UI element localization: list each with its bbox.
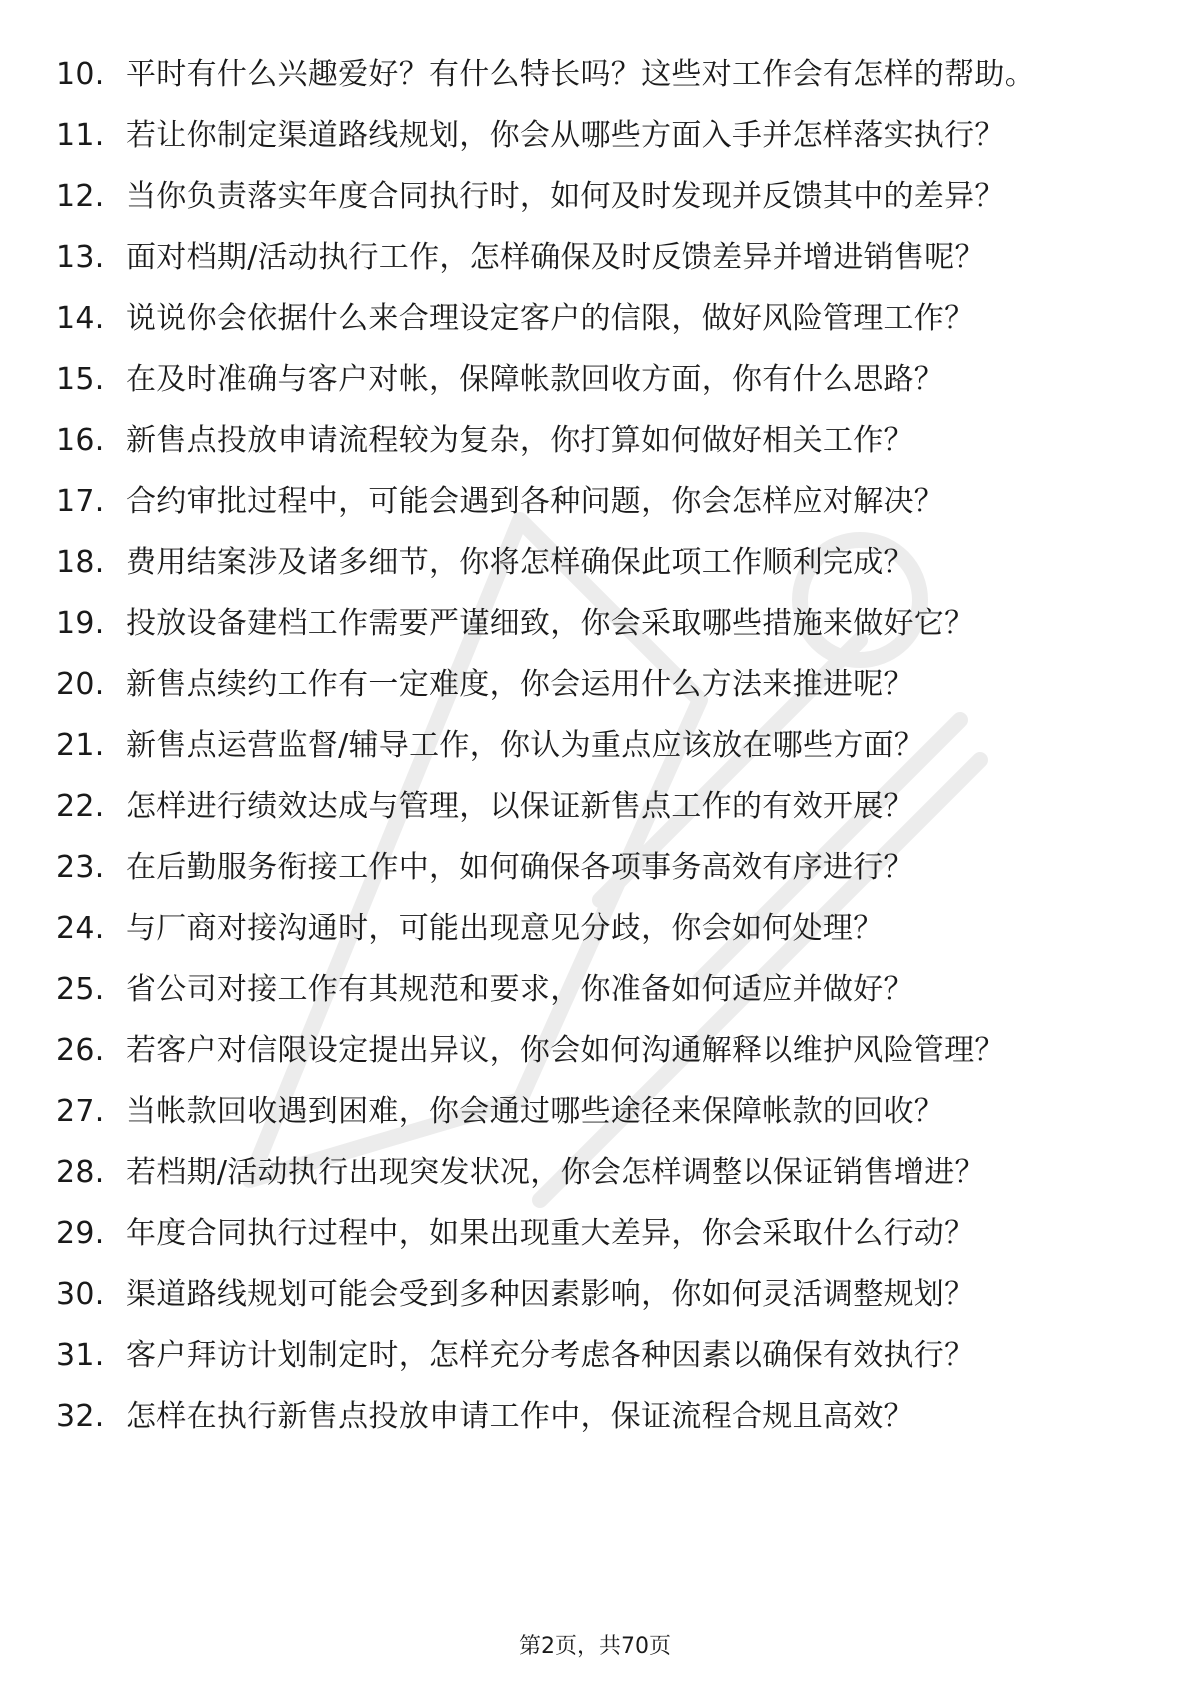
question-number: 28. xyxy=(56,1155,105,1190)
question-text: 若客户对信限设定提出异议，你会如何沟通解释以维护风险管理？ xyxy=(126,1033,1005,1068)
question-text: 省公司对接工作有其规范和要求，你准备如何适应并做好？ xyxy=(126,972,914,1007)
question-text: 当你负责落实年度合同执行时，如何及时发现并反馈其中的差异？ xyxy=(126,179,1005,214)
question-item xyxy=(56,479,1146,524)
question-text: 在后勤服务衔接工作中，如何确保各项事务高效有序进行？ xyxy=(126,850,914,885)
question-number: 16. xyxy=(56,423,105,458)
question-text: 渠道路线规划可能会受到多种因素影响，你如何灵活调整规划？ xyxy=(126,1277,975,1312)
question-number: 32. xyxy=(56,1399,105,1434)
question-item xyxy=(56,1211,1146,1256)
question-item xyxy=(56,1028,1146,1073)
question-text: 当帐款回收遇到困难，你会通过哪些途径来保障帐款的回收？ xyxy=(126,1094,945,1129)
question-number: 29. xyxy=(56,1216,105,1251)
question-number: 26. xyxy=(56,1033,105,1068)
question-item xyxy=(56,845,1146,890)
question-text: 客户拜访计划制定时，怎样充分考虑各种因素以确保有效执行？ xyxy=(126,1338,975,1373)
question-text: 怎样进行绩效达成与管理，以保证新售点工作的有效开展？ xyxy=(126,789,914,824)
question-item xyxy=(56,52,1146,97)
question-text: 合约审批过程中，可能会遇到各种问题，你会怎样应对解决？ xyxy=(126,484,945,519)
question-text: 新售点运营监督/辅导工作，你认为重点应该放在哪些方面？ xyxy=(126,728,925,763)
question-item xyxy=(56,296,1146,341)
question-item xyxy=(56,357,1146,402)
question-item xyxy=(56,601,1146,646)
question-list xyxy=(56,52,1146,1455)
question-number: 30. xyxy=(56,1277,105,1312)
question-number: 13. xyxy=(56,240,105,275)
question-number: 14. xyxy=(56,301,105,336)
question-item xyxy=(56,723,1146,768)
page-footer: 第2页，共70页 xyxy=(519,1634,671,1659)
question-text: 新售点续约工作有一定难度，你会运用什么方法来推进呢？ xyxy=(126,667,914,702)
question-item xyxy=(56,174,1146,219)
question-text: 在及时准确与客户对帐，保障帐款回收方面，你有什么思路？ xyxy=(126,362,945,397)
question-number: 31. xyxy=(56,1338,105,1373)
question-number: 20. xyxy=(56,667,105,702)
question-item xyxy=(56,418,1146,463)
question-item xyxy=(56,906,1146,951)
question-number: 21. xyxy=(56,728,105,763)
question-text: 费用结案涉及诸多细节，你将怎样确保此项工作顺利完成？ xyxy=(126,545,914,580)
question-text: 怎样在执行新售点投放申请工作中，保证流程合规且高效？ xyxy=(126,1399,914,1434)
question-text: 说说你会依据什么来合理设定客户的信限，做好风险管理工作？ xyxy=(126,301,975,336)
question-item xyxy=(56,235,1146,280)
question-number: 22. xyxy=(56,789,105,824)
question-number: 25. xyxy=(56,972,105,1007)
question-text: 若让你制定渠道路线规划，你会从哪些方面入手并怎样落实执行？ xyxy=(126,118,1005,153)
question-number: 18. xyxy=(56,545,105,580)
question-number: 12. xyxy=(56,179,105,214)
question-text: 投放设备建档工作需要严谨细致，你会采取哪些措施来做好它？ xyxy=(126,606,975,641)
question-number: 11. xyxy=(56,118,105,153)
question-number: 19. xyxy=(56,606,105,641)
question-item xyxy=(56,784,1146,829)
question-number: 15. xyxy=(56,362,105,397)
question-text: 新售点投放申请流程较为复杂，你打算如何做好相关工作？ xyxy=(126,423,914,458)
question-number: 23. xyxy=(56,850,105,885)
question-item xyxy=(56,113,1146,158)
question-item xyxy=(56,1089,1146,1134)
question-text: 与厂商对接沟通时，可能出现意见分歧，你会如何处理？ xyxy=(126,911,884,946)
question-number: 17. xyxy=(56,484,105,519)
question-text: 面对档期/活动执行工作，怎样确保及时反馈差异并增进销售呢？ xyxy=(126,240,985,275)
question-item xyxy=(56,662,1146,707)
question-item xyxy=(56,1150,1146,1195)
question-item xyxy=(56,967,1146,1012)
question-number: 10. xyxy=(56,57,105,92)
question-item xyxy=(56,540,1146,585)
question-text: 平时有什么兴趣爱好？有什么特长吗？这些对工作会有怎样的帮助。 xyxy=(126,57,1035,92)
question-text: 若档期/活动执行出现突发状况，你会怎样调整以保证销售增进？ xyxy=(126,1155,985,1190)
question-number: 24. xyxy=(56,911,105,946)
question-number: 27. xyxy=(56,1094,105,1129)
question-item xyxy=(56,1272,1146,1317)
question-item xyxy=(56,1333,1146,1378)
question-text: 年度合同执行过程中，如果出现重大差异，你会采取什么行动？ xyxy=(126,1216,975,1251)
question-item xyxy=(56,1394,1146,1439)
